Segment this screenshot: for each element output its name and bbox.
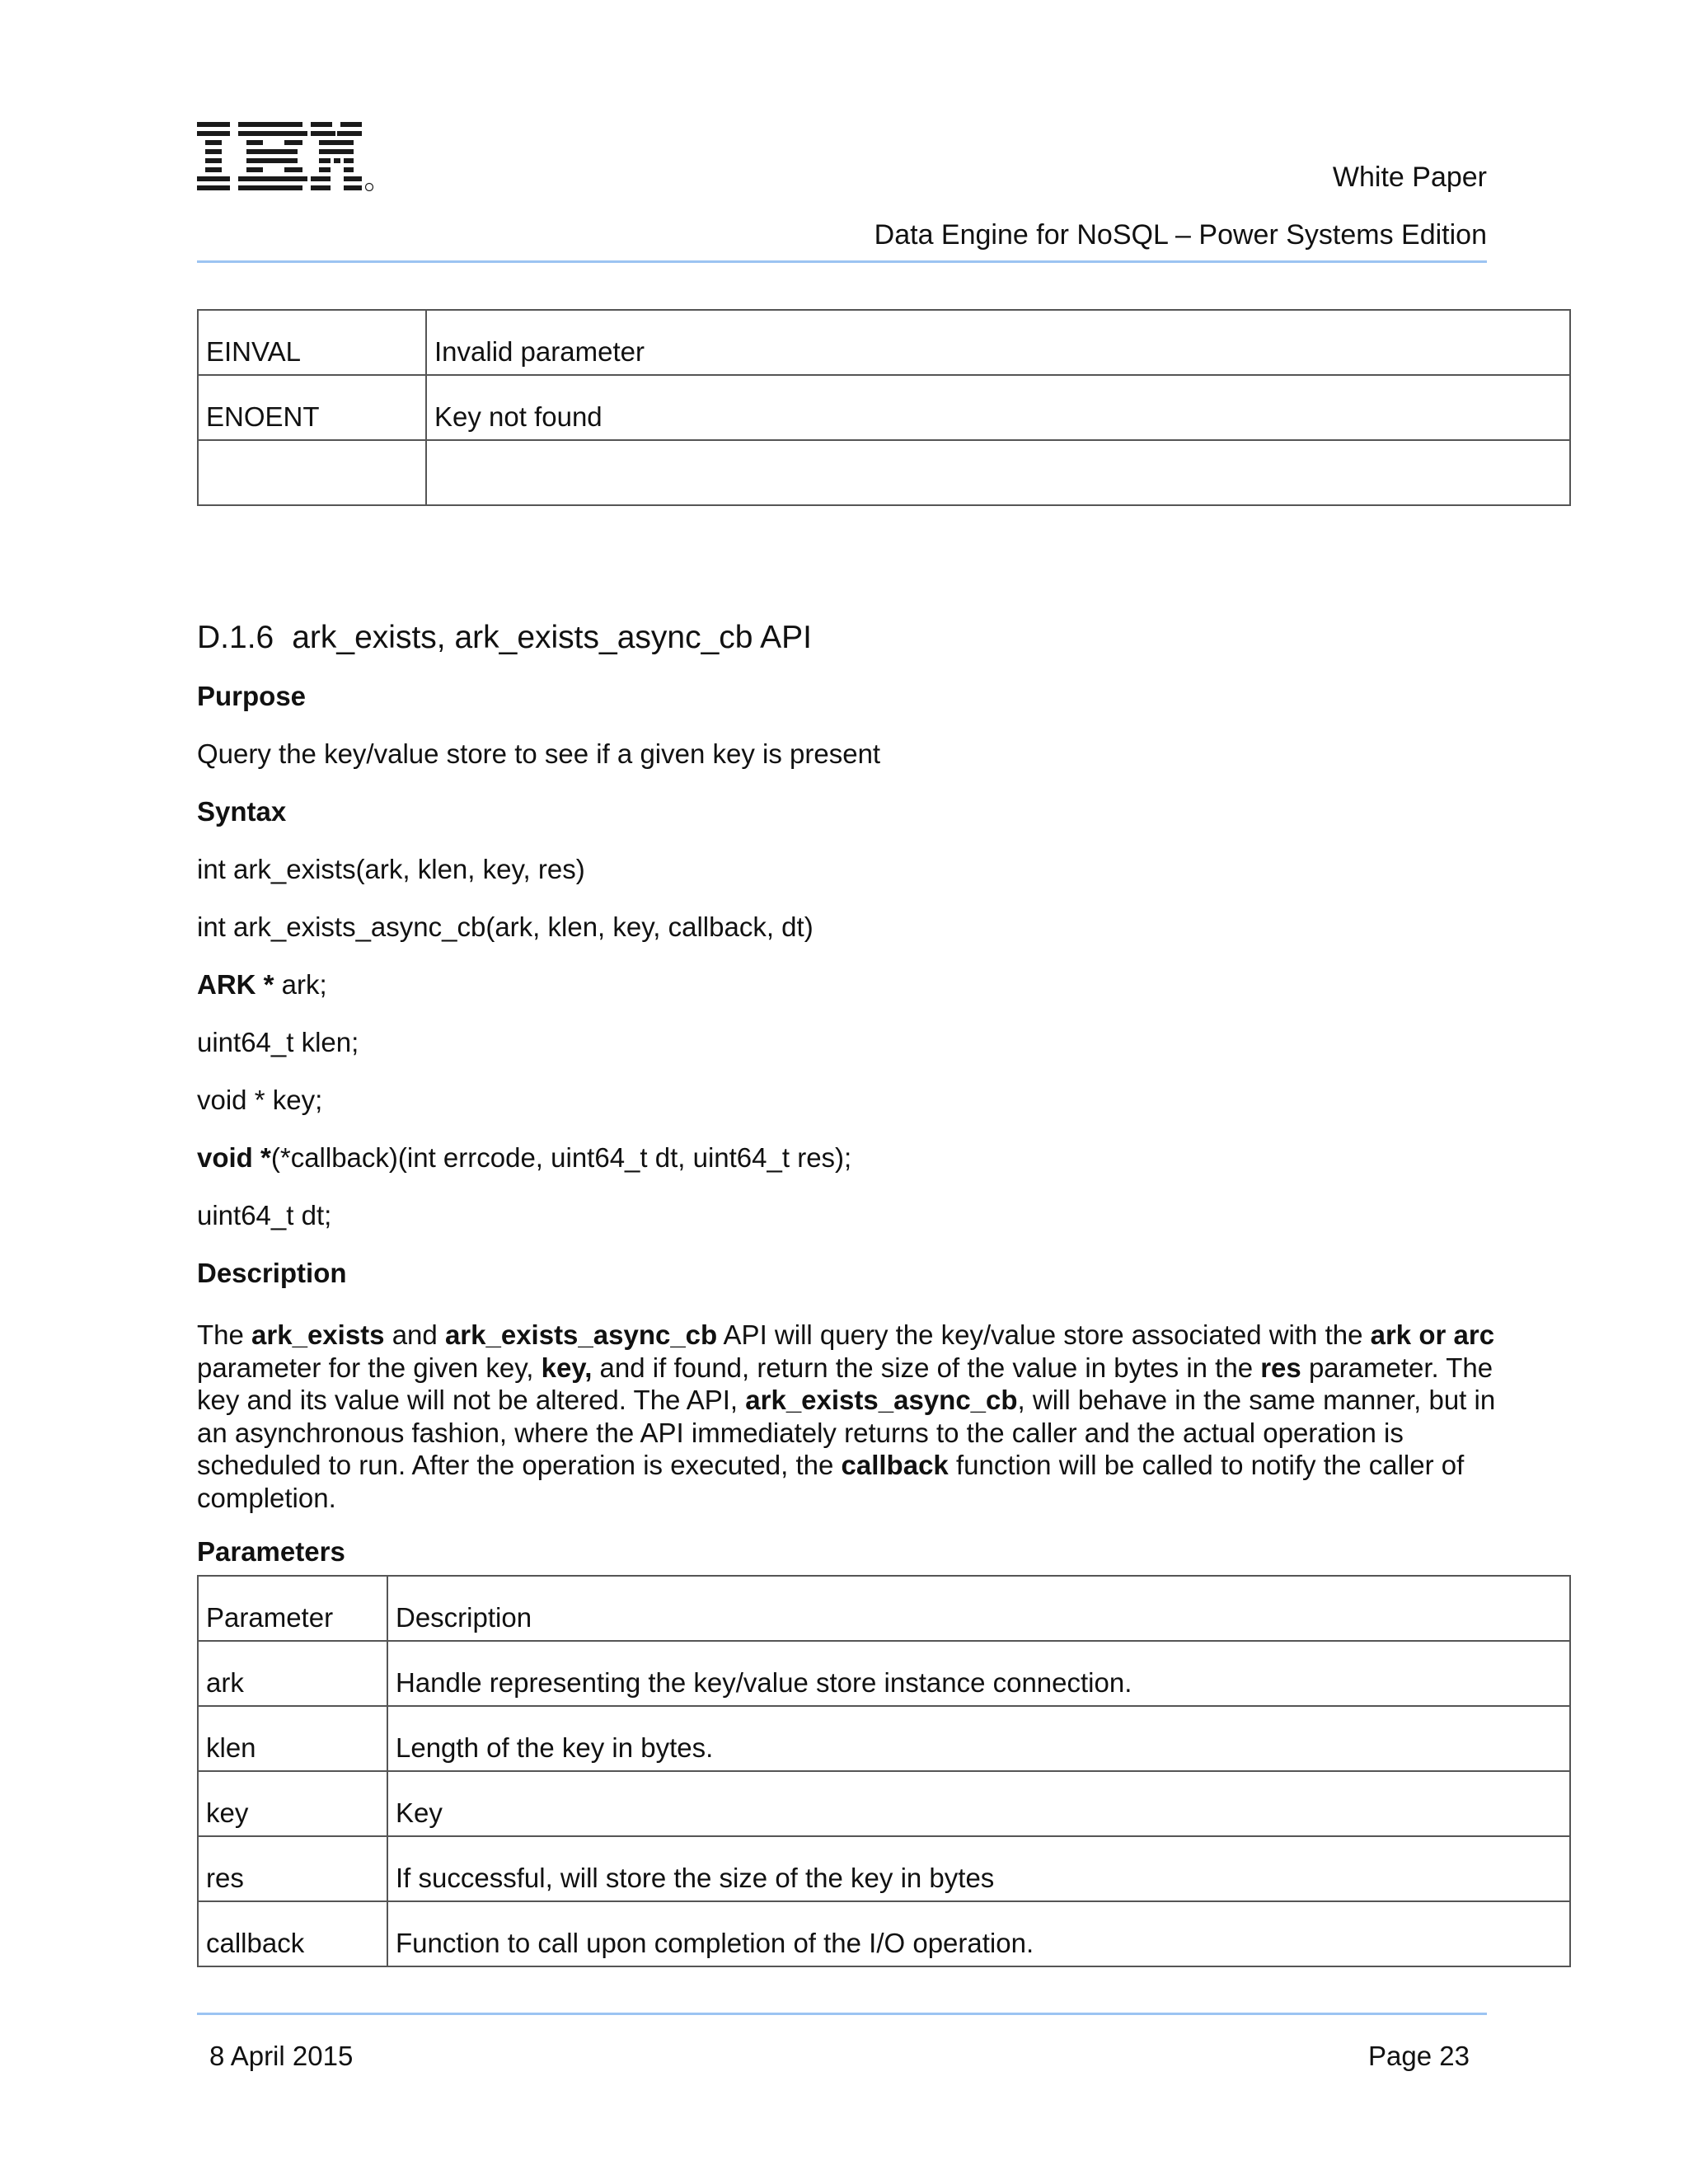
parameter-name-cell: ark xyxy=(198,1641,387,1706)
parameter-description-cell: Handle representing the key/value store instance connection. xyxy=(387,1641,1570,1706)
param-declaration: (*callback)(int errcode, uint64_t dt, uint64_t res); xyxy=(270,1142,852,1173)
syntax-line: uint64_t dt; xyxy=(197,1200,332,1230)
table-row xyxy=(198,375,1570,440)
parameter-description-cell: Length of the key in bytes. xyxy=(387,1706,1570,1771)
purpose-text: Query the key/value store to see if a given key is present xyxy=(197,738,881,769)
section-title: ark_exists, ark_exists_async_cb API xyxy=(292,620,812,655)
error-description-cell: Invalid parameter xyxy=(426,310,1570,375)
type-keyword: void * xyxy=(197,1142,271,1173)
description-paragraph: The ark_exists and ark_exists_async_cb API will query the key/value store associated with the ark or arc parameter for the given key, key, and if found, return the size of the value in bytes in the res parameter. The key and its value will not be altered. The API, ark_exists_async_cb, will behave in the same manner, but in an asynchronous fashion, where the API immediately returns to the caller and the actual operation is scheduled to run. After the operation is executed, the callback function will be called to notify the caller of completion. xyxy=(197,1319,1496,1513)
section-number: D.1.6 xyxy=(197,620,274,655)
purpose-label: Purpose xyxy=(197,681,307,711)
param-declaration: ark; xyxy=(274,969,327,1000)
error-code-cell: EINVAL xyxy=(198,310,426,375)
table-row xyxy=(198,440,1570,505)
parameter-name-cell: callback xyxy=(198,1901,387,1966)
parameter-description-cell: Key xyxy=(387,1771,1570,1836)
table-row xyxy=(198,310,1570,375)
parameters-label: Parameters xyxy=(197,1536,345,1567)
table-row xyxy=(198,1706,1570,1771)
syntax-line xyxy=(197,1142,851,1174)
section-heading xyxy=(197,620,812,656)
table-row xyxy=(198,1641,1570,1706)
error-code-cell: ENOENT xyxy=(198,375,426,440)
error-description-cell: Key not found xyxy=(426,375,1570,440)
column-header: Parameter xyxy=(198,1576,387,1641)
error-codes-table xyxy=(197,309,1571,506)
ibm-logo xyxy=(197,122,374,191)
syntax-line: int ark_exists(ark, klen, key, res) xyxy=(197,854,585,884)
table-header-row xyxy=(198,1576,1570,1641)
table-row xyxy=(198,1771,1570,1836)
parameter-name-cell: klen xyxy=(198,1706,387,1771)
parameter-name-cell: res xyxy=(198,1836,387,1901)
parameter-description-cell: Function to call upon completion of the I/O operation. xyxy=(387,1901,1570,1966)
footer-date: 8 April 2015 xyxy=(209,2041,354,2071)
document-title: Data Engine for NoSQL – Power Systems Edition xyxy=(874,219,1487,251)
syntax-line: uint64_t klen; xyxy=(197,1027,359,1057)
syntax-line xyxy=(197,969,327,1001)
syntax-label: Syntax xyxy=(197,796,287,827)
column-header: Description xyxy=(387,1576,1570,1641)
parameter-name-cell: key xyxy=(198,1771,387,1836)
parameters-table xyxy=(197,1575,1571,1967)
table-row xyxy=(198,1901,1570,1966)
parameter-description-cell: If successful, will store the size of the key in bytes xyxy=(387,1836,1570,1901)
table-row xyxy=(198,1836,1570,1901)
type-keyword: ARK * xyxy=(197,969,274,1000)
footer-rule xyxy=(197,2013,1487,2015)
description-label: Description xyxy=(197,1258,347,1288)
header-rule xyxy=(197,260,1487,263)
page-number: Page 23 xyxy=(1368,2041,1470,2071)
error-code-cell xyxy=(198,440,426,505)
error-description-cell xyxy=(426,440,1570,505)
syntax-line: int ark_exists_async_cb(ark, klen, key, callback, dt) xyxy=(197,912,814,942)
document-type: White Paper xyxy=(1332,162,1487,193)
syntax-line: void * key; xyxy=(197,1085,323,1115)
